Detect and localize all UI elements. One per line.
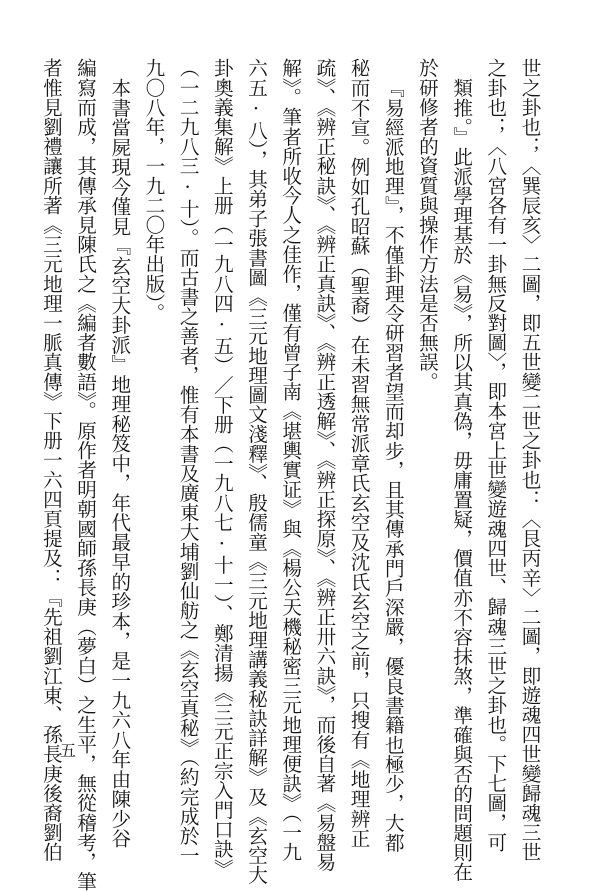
text-column-10: 卦奧義集解》上册（一九八四·五）／下册（一九八七·十一）、鄭清揚《三元正宗入門口訣》 [210,58,234,879]
text-column-2: 之卦也；〈八宮各有一卦無反對圖〉，即本宮上世變遊魂四世、歸魂三世之卦也。下七圖，可 [483,58,507,852]
text-column-13: 本書當屍現今僅見『玄空大卦派』地理秘笈中，年代最早的珍本，是一九六八年由陳少谷 [107,78,131,848]
text-column-15: 者惟見劉禮讓所著《三元地理一脈真傳》下册一六四頁提及：『先祖劉江東、孫長庚後裔劉伯 [39,58,63,862]
text-column-12: 九〇八年，一九二〇年出版）。 [141,58,165,323]
text-column-5: 『易經派地理』，不僅卦理令研習者望而却步，且其傳承門戶深嚴，優良書籍也極少，大都 [381,78,405,853]
text-column-9: 六五·八），其弟子張書圖《三元地理圖文淺釋》、殷儒童《三元地理講義秘訣詳解》及《玄空大 [244,58,268,885]
text-column-4: 於研修者的資質與操作方法是否無誤。 [415,58,439,392]
text-column-14: 編寫而成，其傳承見陳氏之《編者數語》。原作者明朝國師孫長庚（夢白）之生平，無從稽考，筆 [73,58,97,891]
text-column-6: 秘而不宣。例如孔昭蘇（聖裔）在未習無常派章氏玄空及沈氏玄空之前，只搜有《地理辨正 [347,58,371,848]
text-column-11: （一二九八三·十）。而古書之善者，惟有本書及廣東大埔劉仙舫之《玄空真秘》（約完成於一 [176,58,200,865]
text-column-7: 疏》、《辨正秘訣》、《辨正真訣》、《辨正透解》、《辨正探原》、《辨正卅六訣》，而後自著《易盤易 [312,58,336,872]
text-column-3: 類推。』此派學理基於《易》，所以其真偽，毋庸置疑，價值亦不容抹煞，準確與否的問題則在 [449,78,473,882]
text-column-8: 解》。筆者所收今人之佳作，僅有曾子南《堪輿實证》與《楊公天機秘密三元地理便訣》（一九 [278,58,302,862]
text-column-1: 世之卦也；〈巽辰亥〉二圖，即五世變二世之卦也：〈艮丙辛〉二圖，即遊魂四世變歸魂三世 [518,58,541,862]
vertical-text-block [39,58,546,891]
page-number: 五 [60,741,77,760]
